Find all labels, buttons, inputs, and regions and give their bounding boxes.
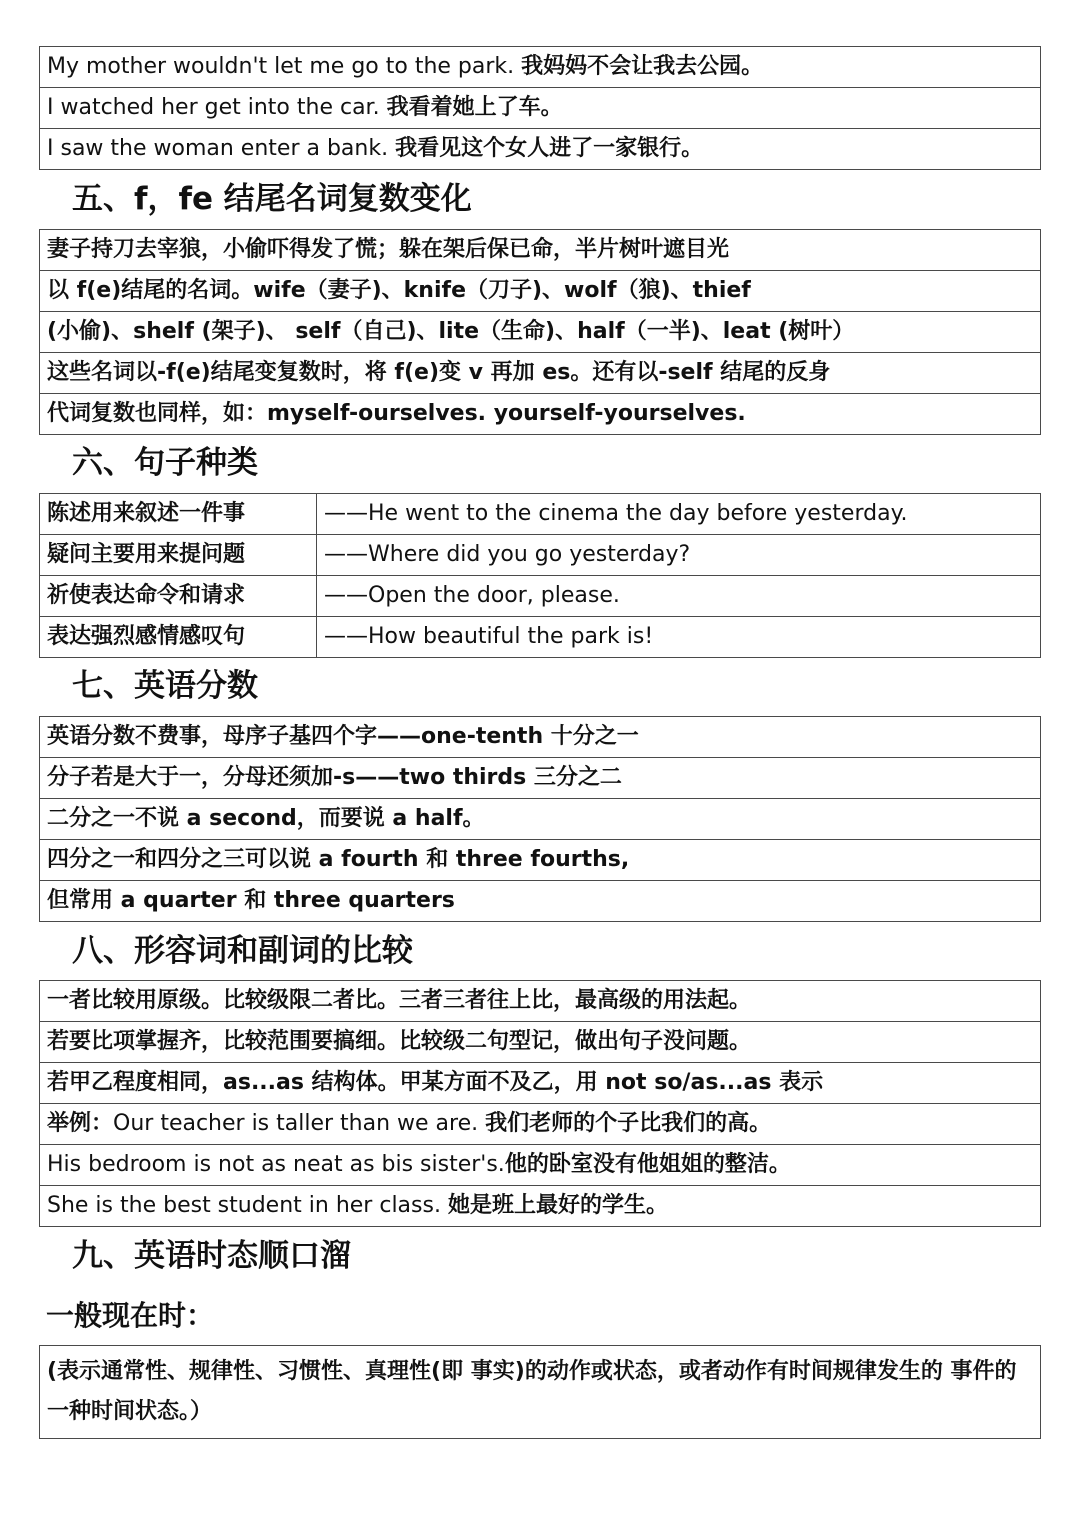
chinese-translation: 我看着她上了车。 xyxy=(386,94,563,120)
example-cell: ——Where did you go yesterday? xyxy=(317,535,1041,576)
comparison-table xyxy=(39,980,1041,1227)
section-5-table xyxy=(39,229,1041,435)
table-row xyxy=(40,617,1041,658)
english-sentence: Our teacher is taller than we are. xyxy=(113,1110,486,1136)
rule-line: (小偷)、shelf (架子)、 self（自己)、lite（生命)、half（一半)、leat (树叶） xyxy=(40,312,1041,353)
example-line xyxy=(40,1104,1041,1145)
example-cell: ——He went to the cinema the day before yesterday. xyxy=(317,494,1041,535)
table-row xyxy=(40,129,1041,170)
rule-line: 分子若是大于一，分母还须加-s——two thirds 三分之二 xyxy=(40,758,1041,799)
table-row xyxy=(40,88,1041,129)
chinese-translation: 我们老师的个子比我们的高。 xyxy=(485,1110,772,1136)
section-8-title: 八、形容词和副词的比较 xyxy=(72,933,413,969)
sentence-type-cell: 陈述用来叙述一件事 xyxy=(40,494,317,535)
chinese-translation: 我妈妈不会让我去公园。 xyxy=(521,53,764,79)
sentence-type-cell: 疑问主要用来提问题 xyxy=(40,535,317,576)
section-7-title: 七、英语分数 xyxy=(72,668,258,704)
table-row xyxy=(40,312,1041,353)
fractions-table xyxy=(39,716,1041,922)
chinese-translation: 他的卧室没有他姐姐的整洁。 xyxy=(504,1151,791,1177)
rule-line: 以 f(e)结尾的名词。wife（妻子)、knife（刀子)、wolf（狼)、thief xyxy=(40,271,1041,312)
simple-present-note-box xyxy=(39,1345,1041,1439)
example-sentences-table xyxy=(39,46,1041,170)
english-sentence: She is the best student in her class. xyxy=(47,1192,448,1218)
table-row xyxy=(40,717,1041,758)
table-cell xyxy=(40,88,1041,129)
table-row xyxy=(40,981,1041,1022)
english-sentence: My mother wouldn't let me go to the park. xyxy=(47,53,515,79)
example-cell: ——How beautiful the park is! xyxy=(317,617,1041,658)
chinese-translation: 我看见这个女人进了一家银行。 xyxy=(395,135,704,161)
rule-line: 妻子持刀去宰狼，小偷吓得发了慌；躲在架后保已命，半片树叶遮目光 xyxy=(40,230,1041,271)
table-row xyxy=(40,535,1041,576)
chinese-translation: 她是班上最好的学生。 xyxy=(447,1192,668,1218)
chinese-text: 若甲乙程度相同，as...as 结构体。甲某方面不及乙，用 not so/as...as 表示 xyxy=(47,1069,824,1095)
sentence-type-cell: 表达强烈感情感叹句 xyxy=(40,617,317,658)
rule-line: 这些名词以-f(e)结尾变复数时，将 f(e)变 v 再加 es。还有以-self 结尾的反身 xyxy=(40,353,1041,394)
english-sentence: I watched her get into the car. xyxy=(47,94,380,120)
rule-line: 代词复数也同样，如：myself-ourselves. yourself-yourselves. xyxy=(40,394,1041,435)
section-9-title: 九、英语时态顺口溜 xyxy=(72,1238,351,1274)
table-row xyxy=(40,271,1041,312)
table-row xyxy=(40,881,1041,922)
rule-line xyxy=(40,1063,1041,1104)
example-label: 举例： xyxy=(47,1110,114,1136)
table-row xyxy=(40,1063,1041,1104)
section-5-title: 五、f，fe 结尾名词复数变化 xyxy=(72,181,472,217)
chinese-text: 若要比项掌握齐，比较范围要搞细。比较级二句型记，做出句子没问题。 xyxy=(47,1028,752,1054)
table-row xyxy=(40,230,1041,271)
english-sentence: His bedroom is not as neat as bis sister's. xyxy=(47,1151,505,1177)
table-row xyxy=(40,1346,1041,1439)
table-row xyxy=(40,1186,1041,1227)
table-row xyxy=(40,1145,1041,1186)
rule-line xyxy=(40,981,1041,1022)
rule-line: 四分之一和四分之三可以说 a fourth 和 three fourths, xyxy=(40,840,1041,881)
rule-line: 二分之一不说 a second，而要说 a half。 xyxy=(40,799,1041,840)
table-row xyxy=(40,758,1041,799)
sentence-types-table xyxy=(39,493,1041,658)
rule-line: 但常用 a quarter 和 three quarters xyxy=(40,881,1041,922)
english-sentence: I saw the woman enter a bank. xyxy=(47,135,389,161)
table-row xyxy=(40,1104,1041,1145)
rule-line: 英语分数不费事，母序子基四个字——one-tenth 十分之一 xyxy=(40,717,1041,758)
table-row xyxy=(40,353,1041,394)
example-line xyxy=(40,1145,1041,1186)
table-row xyxy=(40,840,1041,881)
table-cell xyxy=(40,47,1041,88)
table-row xyxy=(40,1022,1041,1063)
example-cell: ——Open the door, please. xyxy=(317,576,1041,617)
definition-text: (表示通常性、规律性、习惯性、真理性(即 事实)的动作或状态，或者动作有时间规律发生的 事件的一种时间状态。） xyxy=(40,1346,1041,1439)
table-row xyxy=(40,494,1041,535)
chinese-text: 一者比较用原级。比较级限二者比。三者三者往上比，最高级的用法起。 xyxy=(47,987,752,1013)
example-line xyxy=(40,1186,1041,1227)
table-row xyxy=(40,394,1041,435)
table-cell xyxy=(40,129,1041,170)
section-6-title: 六、句子种类 xyxy=(72,445,258,481)
table-row xyxy=(40,799,1041,840)
rule-line xyxy=(40,1022,1041,1063)
simple-present-heading: 一般现在时： xyxy=(46,1299,215,1332)
table-row xyxy=(40,47,1041,88)
table-row xyxy=(40,576,1041,617)
sentence-type-cell: 祈使表达命令和请求 xyxy=(40,576,317,617)
